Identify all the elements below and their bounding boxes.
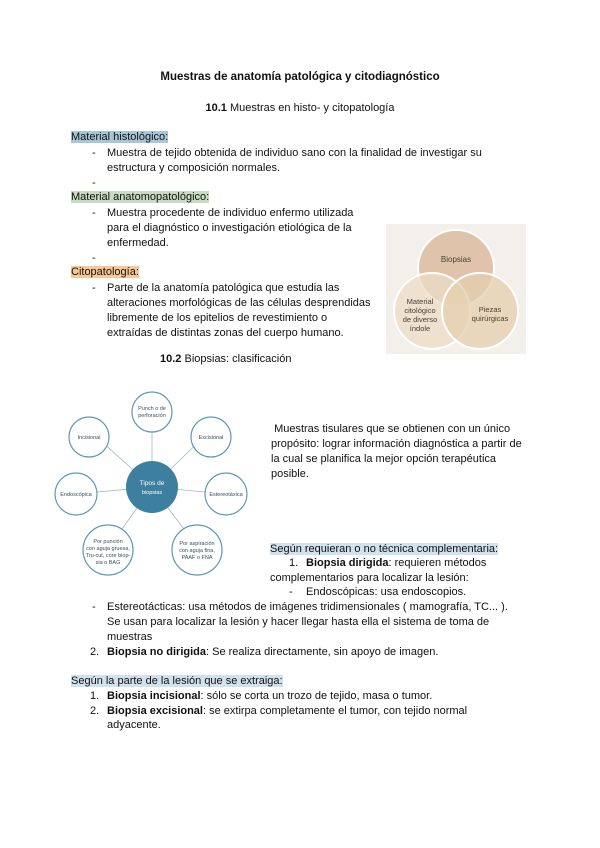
anatomopatologico-bullet [107, 206, 377, 251]
tisulares-line-4: posible. [271, 468, 309, 480]
dash: - [92, 147, 96, 159]
n2: Excisional [198, 435, 224, 441]
cito-line-3: libremente de los epitelios de revestimiento o [107, 312, 328, 324]
n1-l1: Punch o de [138, 406, 166, 412]
sub-endoscopicas: Endoscópicas: usa endoscopios. [306, 586, 467, 598]
histologico-heading-text: Material histológico: [71, 131, 169, 143]
n5-l1: Por punción [93, 539, 123, 545]
parte-item2-rest: : se extirpa completamente el tumor, con tejido normal [202, 705, 468, 717]
tisulares-line-1: Muestras tisulares que se obtienen con un único [274, 423, 511, 435]
n3: Estereotáxica [209, 492, 243, 498]
n6: Endoscópica [60, 492, 92, 498]
cito-line-4: extraídas de distintas zonas del cuerpo humano. [107, 327, 344, 339]
citopatologia-heading-text: Citopatología: [71, 266, 139, 278]
n4-l2: con aguja fina, [179, 548, 215, 554]
parte-heading [71, 674, 283, 689]
parte-item2-line2: adyacente. [107, 719, 161, 731]
section-number: 10.2 [160, 353, 182, 365]
n5-l4: sia o BAG [95, 560, 121, 566]
venn-left-l4: índole [409, 324, 431, 333]
estereo-line-3: muestras [107, 631, 153, 643]
section-text: Biopsias: clasificación [184, 353, 292, 365]
tecnica-item2 [107, 645, 438, 660]
n4-l3: PAAF o FNA [181, 555, 213, 561]
estereotacticas-bullet [107, 600, 527, 645]
section-number: 10.1 [205, 102, 227, 114]
parte-item1 [107, 689, 432, 704]
citopatologia-bullet [107, 281, 382, 341]
n7: Incisional [77, 435, 101, 441]
empty-dash: - [92, 252, 96, 264]
parte-item1-bold: Biopsia incisional [107, 690, 201, 702]
histologico-bullet [107, 146, 527, 176]
n5-l3: Tru-cut, core biop- [85, 553, 131, 559]
tecnica-item1-line2: complementarios para localizar la lesión: [270, 572, 469, 584]
tisulares-paragraph [271, 422, 526, 482]
center-l1: Tipos de [139, 480, 165, 487]
histologico-heading [71, 130, 168, 145]
dash: - [92, 282, 96, 294]
n4-l1: Por aspiración [179, 541, 215, 547]
parte-heading-text: Según la parte de la lesión que se extraiga: [71, 675, 283, 687]
dash: - [92, 601, 96, 613]
histologico-line-2: estructura y composición normales. [107, 162, 281, 174]
parte-item2-bold: Biopsia excisional [107, 705, 203, 717]
tisulares-line-2: propósito: lograr información diagnóstica a partir de [271, 438, 522, 450]
n5-l2: con aguja gruesa, [86, 546, 130, 552]
n1-l2: perforación [138, 413, 166, 419]
anatomopatologico-heading [71, 190, 209, 205]
tecnica-item2-rest: : Se realiza directamente, sin apoyo de imagen. [206, 646, 439, 658]
tecnica-heading-text: Según requieran o no técnica complementaria: [270, 543, 499, 555]
tecnica-item2-number: 2. [90, 646, 100, 658]
anatomo-line-1: Muestra procedente de individuo enfermo utilizada [107, 207, 354, 219]
section-text: Muestras en histo- y citopatología [230, 102, 395, 114]
anatomopatologico-heading-text: Material anatomopatológico: [71, 191, 210, 203]
histologico-line-1: Muestra de tejido obtenida de individuo sano con la finalidad de investigar su [107, 147, 482, 159]
venn-right-l2: quirúrgicas [471, 314, 509, 323]
section-10-2-heading [160, 352, 291, 367]
dash: - [92, 207, 96, 219]
venn-left-l1: Material [406, 297, 434, 306]
tecnica-item1-bold: Biopsia dirigida [306, 557, 389, 569]
tecnica-item1-number: 1. [289, 557, 299, 569]
document-title: Muestras de anatomía patológica y citodiagnóstico [160, 71, 440, 83]
dash: - [289, 586, 293, 598]
tecnica-item1 [306, 556, 486, 571]
parte-item2 [107, 704, 467, 719]
venn-label-biopsias: Biopsias [440, 255, 472, 264]
estereo-line-2: Se usan para localizar la lesión y hacer llegar hasta ella el sistema de toma de [107, 616, 490, 628]
center-l2: biopsias [141, 490, 163, 496]
tisulares-line-3: la cual se planifica la mejor opción terapéutica [271, 453, 497, 465]
biopsy-types-diagram [52, 390, 252, 582]
tecnica-item2-bold: Biopsia no dirigida [107, 646, 207, 658]
node-punch [132, 392, 172, 432]
tecnica-heading [270, 542, 498, 557]
cito-line-2: alteraciones morfológicas de las células desprendidas [107, 297, 371, 309]
venn-diagram [386, 224, 526, 354]
tecnica-item1-rest: : requieren métodos [388, 557, 487, 569]
parte-item1-number: 1. [90, 690, 100, 702]
section-10-1-heading [0, 101, 600, 116]
anatomo-line-2: para el diagnóstico o investigación etiológica de la [107, 222, 352, 234]
venn-left-l2: citológico [404, 306, 436, 315]
empty-dash: - [92, 177, 96, 189]
cito-line-1: Parte de la anatomía patológica que estudia las [107, 282, 340, 294]
citopatologia-heading [71, 265, 139, 280]
parte-item1-rest: : sólo se corta un trozo de tejido, masa o tumor. [200, 690, 433, 702]
venn-left-l3: de diverso [402, 315, 438, 324]
center-node-tipos [126, 461, 178, 513]
parte-item2-number: 2. [90, 705, 100, 717]
estereo-line-1: Estereotácticas: usa métodos de imágenes tridimensionales ( mamografía, TC... ). [107, 601, 508, 613]
anatomo-line-3: enfermedad. [107, 237, 169, 249]
venn-right-l1: Piezas [478, 305, 502, 314]
